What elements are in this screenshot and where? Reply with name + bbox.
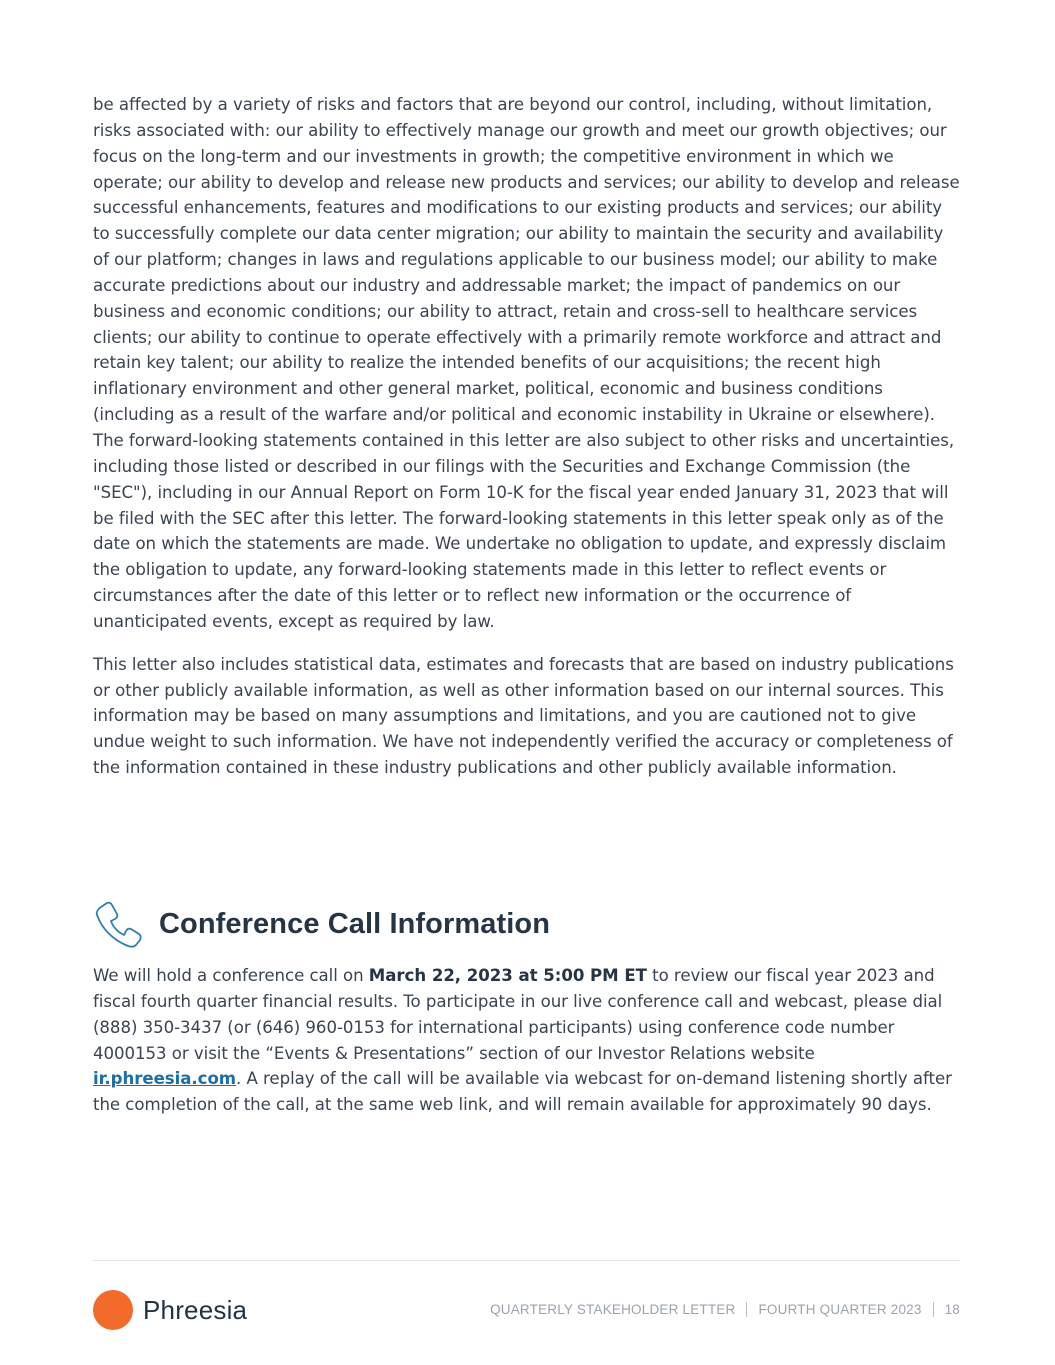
footer-quarter: FOURTH QUARTER 2023 [758,1302,922,1317]
main-content [93,92,961,781]
page-number: 18 [944,1302,960,1317]
footer-separator [746,1302,747,1317]
footer-letter-title: QUARTERLY STAKEHOLDER LETTER [490,1302,736,1317]
investor-relations-link[interactable]: ir.phreesia.com [93,1069,237,1089]
page-footer [490,1302,960,1317]
call-datetime: March 22, 2023 at 5:00 PM ET [368,966,647,985]
section-title: Conference Call Information [159,907,551,940]
conference-text-after: . A replay of the call will be available via webcast for on-demand listening shortly after the completion of the call, at the same web link, and will remain available for approximately 90 days. [93,1069,952,1115]
conference-call-header [93,900,550,948]
footer-divider [93,1260,960,1261]
conference-paragraph [93,963,961,1118]
statistical-data-paragraph: This letter also includes statistical data, estimates and forecasts that are based on industry publications or other publicly available information, as well as other information based on our internal sources. This information may be based on many assumptions and limitations, and you are cautioned not to give undue weight to such information. We have not independently verified the accuracy or completeness of the information contained in these industry publications and other publicly available information. [93,654,954,778]
footer-separator [933,1302,934,1317]
conference-text-middle: to review our fiscal year 2023 and fiscal fourth quarter financial results. To participate in our live conference call and webcast, please dial (888) 350-3437 (or (646) 960-0153 for international participants) using conference code number 4000153 or visit the “Events & Presentations” section of our Investor Relations website [93,966,943,1063]
risk-factors-paragraph: be affected by a variety of risks and factors that are beyond our control, including, without limitation, risks associated with: our ability to effectively manage our growth and meet our growth objectives; our focus on the long-term and our investments in growth; the competitive environment in which we operate; our ability to develop and release new products and services; our ability to develop and release successful enhancements, features and modifications to our existing products and services; our ability to successfully complete our data center migration; our ability to maintain the security and availability of our platform; changes in laws and regulations applicable to our business model; our ability to make accurate predictions about our industry and addressable market; the impact of pandemics on our business and economic conditions; our ability to attract, retain and cross-sell to healthcare services clients; our ability to continue to operate effectively with a primarily remote workforce and attract and retain key talent; our ability to realize the intended benefits of our acquisitions; the recent high inflationary environment and other general market, political, economic and business conditions (including as a result of the warfare and/or political and economic instability in Ukraine or elsewhere). The forward-looking statements contained in this letter are also subject to other risks and uncertainties, including those listed or described in our filings with the Securities and Exchange Commission (the "SEC"), including in our Annual Report on Form 10-K for the fiscal year ended January 31, 2023 that will be filed with the SEC after this letter. The forward-looking statements in this letter speak only as of the date on which the statements are made. We undertake no obligation to update, and expressly disclaim the obligation to update, any forward-looking statements made in this letter to reflect events or circumstances after the date of this letter or to reflect new information or the occurrence of unanticipated events, except as required by law. [93,95,960,631]
phreesia-logo [93,1290,247,1330]
logo-circle-icon [93,1290,133,1330]
conference-call-details [93,963,961,1118]
logo-text: Phreesia [143,1294,248,1325]
conference-text-before: We will hold a conference call on [93,966,369,985]
phone-icon [93,900,145,948]
